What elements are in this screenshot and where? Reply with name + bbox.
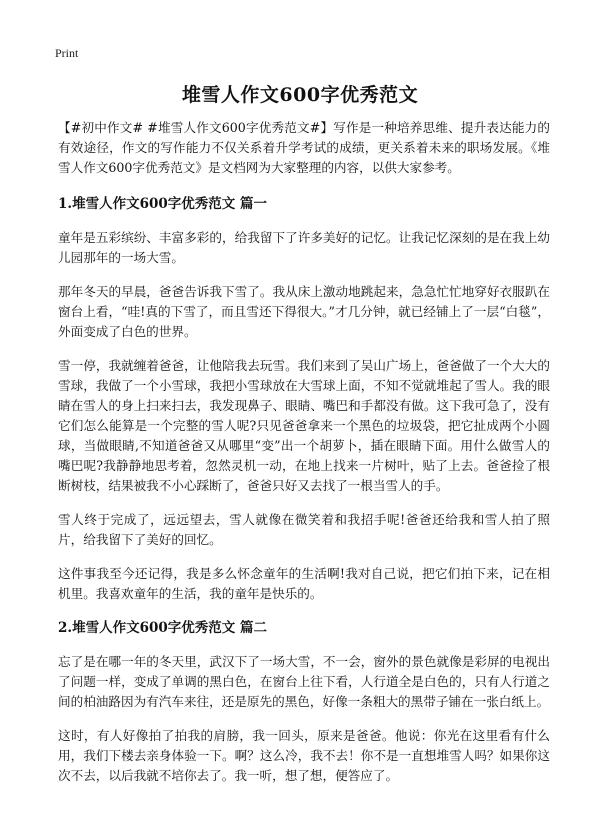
document-title: 堆雪人作文600字优秀范文 xyxy=(181,84,419,106)
section-1-paragraph: 童年是五彩缤纷、丰富多彩的，给我留下了许多美好的记忆。让我记忆深刻的是在我上幼儿园那年的一场大雪。 xyxy=(58,230,550,265)
section-1-paragraph: 那年冬天的早晨，爸爸告诉我下雪了。我从床上激动地跳起来，急急忙忙地穿好衣服趴在窗台上看，“哇!真的下雪了，而且雪还下得很大。”才几分钟，就已经铺上了一层“白毯”，外面变成了白色的世界。 xyxy=(58,284,550,339)
section-heading-1: 1.堆雪人作文600字优秀范文 篇一 xyxy=(58,196,267,212)
section-1-paragraph: 雪人终于完成了，远远望去，雪人就像在微笑着和我招手呢!爸爸还给我和雪人拍了照片，给我留下了美好的回忆。 xyxy=(58,512,550,547)
section-1-paragraph: 这件事我至今还记得，我是多么怀念童年的生活啊!我对自己说，把它们拍下来，记在相机里。我喜欢童年的生活，我的童年是快乐的。 xyxy=(58,566,550,601)
section-1-paragraph: 雪一停，我就缠着爸爸，让他陪我去玩雪。我们来到了吴山广场上，爸爸做了一个大大的雪球，我做了一个小雪球，我把小雪球放在大雪球上面，不知不觉就堆起了雪人。我的眼睛在雪人的身上扫来扫去，我发现鼻子、眼睛、嘴巴和手都没有做。这下我可急了，没有它们怎么能算是一个完整的雪人呢?只见爸爸拿来一个黑色的垃圾袋，把它扯成两个小圆球，当做眼睛,不知道爸爸又从哪里“变”出一个胡萝卜，插在眼睛下面。用什么做雪人的嘴巴呢?我静静地思考着，忽然灵机一动，在地上找来一片树叶，贴了上去。爸爸捡了根断树枝，结果被我不小心踩断了，爸爸只好又去找了一根当雪人的手。 xyxy=(58,358,550,493)
section-heading-2: 2.堆雪人作文600字优秀范文 篇二 xyxy=(58,620,267,636)
section-2-paragraph: 这时，有人好像拍了拍我的肩膀，我一回头，原来是爸爸。他说：你光在这里看有什么用，我们下楼去亲身体验一下。啊？这么冷，我不去！你不是一直想堆雪人吗？如果你这次不去，以后我就不培你去了。我一听，想了想，便答应了。 xyxy=(58,728,550,783)
document-body xyxy=(58,118,550,800)
intro-paragraph: 【#初中作文# #堆雪人作文600字优秀范文#】写作是一种培养思维、提升表达能力的有效途径，作文的写作能力不仅关系着升学考试的成绩，更关系着未来的职场发展。《堆雪人作文600字优秀范文》是文档网为大家整理的内容，以供大家参考。 xyxy=(58,120,550,175)
section-2-paragraph: 忘了是在哪一年的冬天里，武汉下了一场大雪，不一会，窗外的景色就像是彩屏的电视出了问题一样，变成了单调的黑白色，在窗台上往下看，人行道全是白色的，只有人行道之间的柏油路因为有汽车来往，还是原先的黑色，好像一条粗大的黑带子铺在一张白纸上。 xyxy=(58,654,550,709)
print-label: Print xyxy=(55,46,79,60)
